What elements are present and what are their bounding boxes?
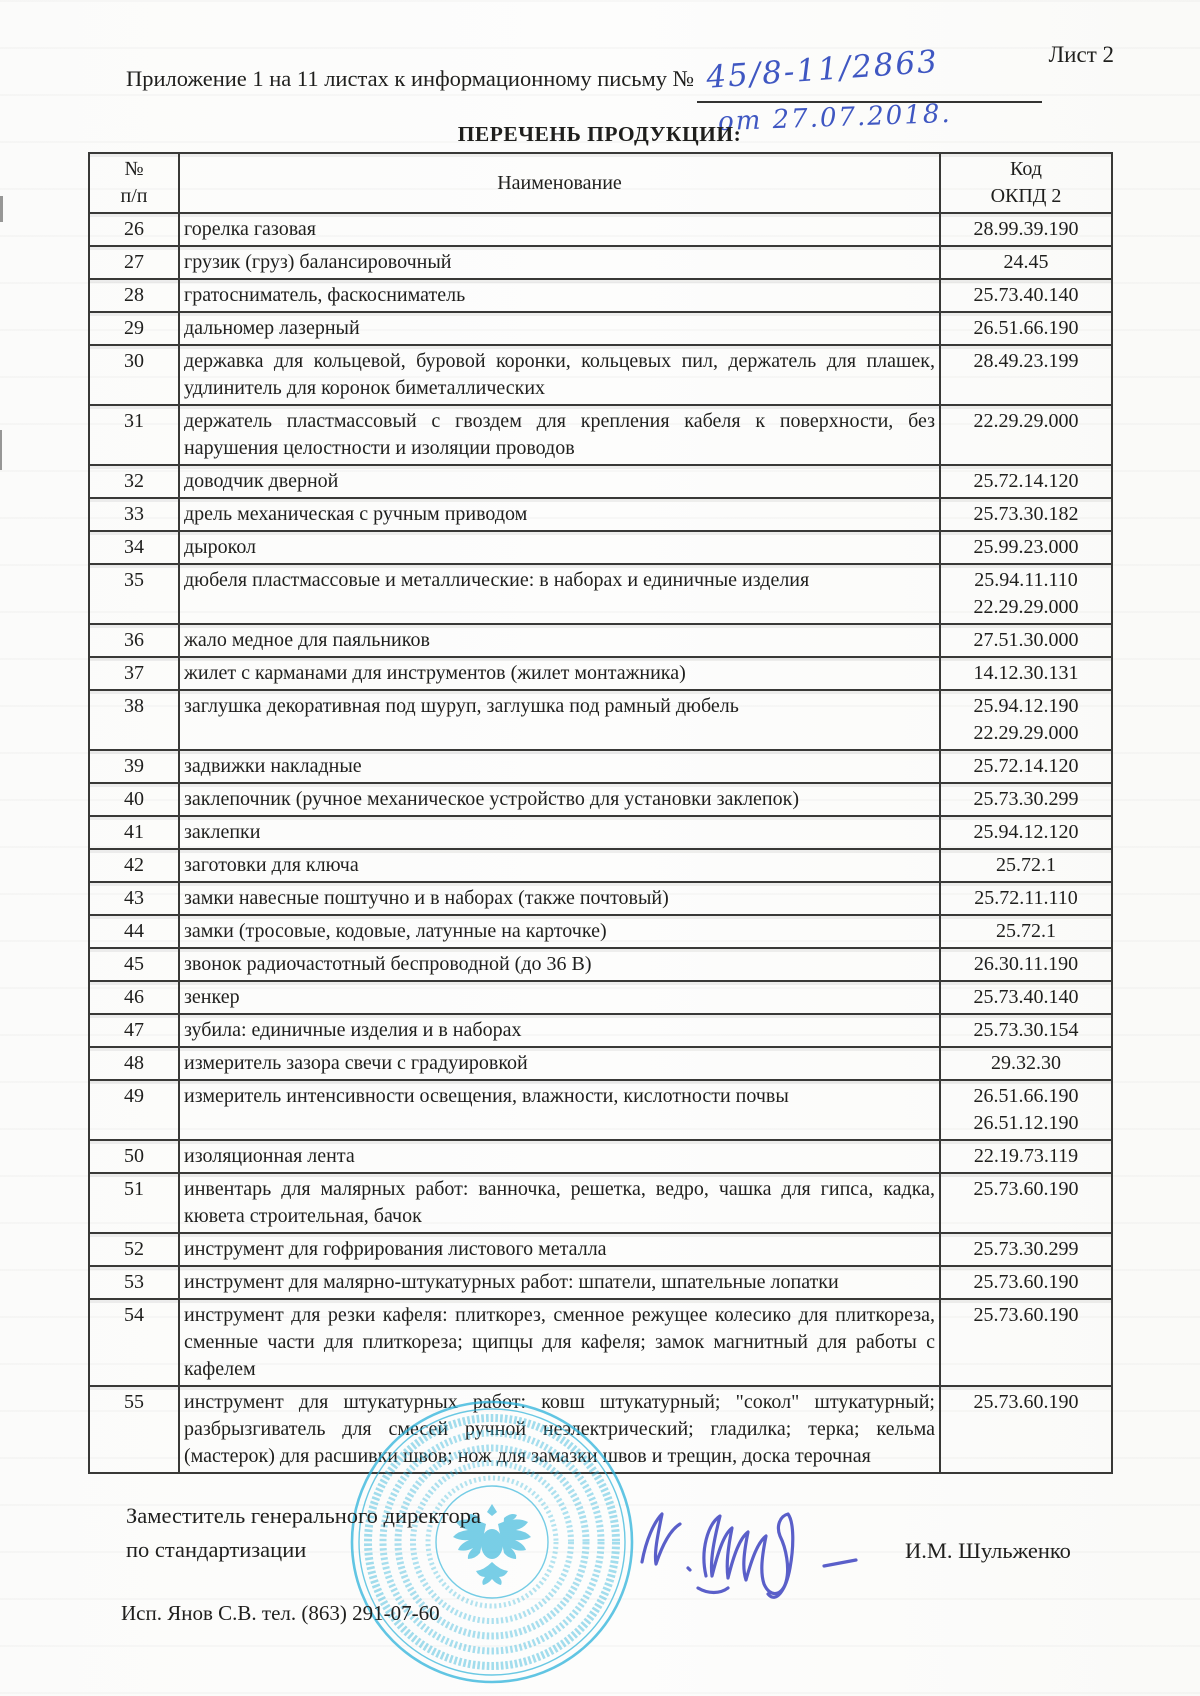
row-number: 26	[89, 213, 179, 246]
okpd-codes	[940, 345, 1112, 405]
signer-name: И.М. Шульженко	[905, 1538, 1071, 1563]
okpd-code: 25.73.40.140	[973, 986, 1079, 1008]
okpd-codes	[940, 1047, 1112, 1080]
table-row	[89, 1140, 1112, 1173]
okpd-codes	[940, 882, 1112, 915]
table-row	[89, 213, 1112, 246]
table-row	[89, 405, 1112, 465]
okpd-codes	[940, 1233, 1112, 1266]
row-number: 40	[89, 783, 179, 816]
table-row	[89, 1080, 1112, 1140]
row-number: 53	[89, 1266, 179, 1299]
product-name: замки (тросовые, кодовые, латунные на карточке)	[179, 915, 940, 948]
product-name: инструмент для резки кафеля: плиткорез, сменное режущее колесико для плиткореза, сменные части для плиткореза; щипцы для кафеля; замок магнитный для работы с кафелем	[179, 1299, 940, 1386]
row-number: 47	[89, 1014, 179, 1047]
okpd-code: 25.72.1	[996, 920, 1056, 942]
product-name: измеритель зазора свечи с градуировкой	[179, 1047, 940, 1080]
okpd-code: 22.19.73.119	[973, 1145, 1079, 1167]
header-name: Наименование	[179, 153, 940, 213]
okpd-code: 25.73.60.190	[973, 1178, 1079, 1200]
row-number: 42	[89, 849, 179, 882]
okpd-codes	[940, 783, 1112, 816]
row-number: 43	[89, 882, 179, 915]
product-name: инвентарь для малярных работ: ванночка, решетка, ведро, чашка для гипса, кадка, кювета строительная, бачок	[179, 1173, 940, 1233]
okpd-code: 26.51.66.190	[973, 1085, 1079, 1107]
okpd-code: 14.12.30.131	[973, 662, 1079, 684]
okpd-codes	[940, 564, 1112, 624]
okpd-code: 25.73.40.140	[973, 284, 1079, 306]
table-header-row	[89, 153, 1112, 213]
table-row	[89, 345, 1112, 405]
product-name: дырокол	[179, 531, 940, 564]
okpd-codes	[940, 213, 1112, 246]
product-name: держатель пластмассовый с гвоздем для крепления кабеля к поверхности, без нарушения целостности и изоляции проводов	[179, 405, 940, 465]
okpd-codes	[940, 312, 1112, 345]
header-code	[940, 153, 1112, 213]
product-name: заклепочник (ручное механическое устройство для установки заклепок)	[179, 783, 940, 816]
row-number: 41	[89, 816, 179, 849]
okpd-code: 25.99.23.000	[973, 536, 1079, 558]
scan-artifact	[0, 430, 2, 470]
okpd-code: 28.49.23.199	[973, 350, 1079, 372]
signer-position-line2: по стандартизации	[126, 1537, 307, 1562]
product-name: горелка газовая	[179, 213, 940, 246]
table-row	[89, 816, 1112, 849]
table-row	[89, 915, 1112, 948]
product-name: заготовки для ключа	[179, 849, 940, 882]
row-number: 52	[89, 1233, 179, 1266]
row-number: 29	[89, 312, 179, 345]
okpd-code: 25.73.30.154	[973, 1019, 1079, 1041]
row-number: 45	[89, 948, 179, 981]
row-number: 48	[89, 1047, 179, 1080]
table-row	[89, 882, 1112, 915]
okpd-codes	[940, 816, 1112, 849]
product-name: гратосниматель, фаскосниматель	[179, 279, 940, 312]
okpd-code: 26.51.66.190	[973, 317, 1079, 339]
product-table	[88, 152, 1113, 1474]
okpd-codes	[940, 279, 1112, 312]
okpd-codes	[940, 657, 1112, 690]
row-number: 54	[89, 1299, 179, 1386]
row-number: 46	[89, 981, 179, 1014]
row-number: 44	[89, 915, 179, 948]
okpd-codes	[940, 1080, 1112, 1140]
table-row	[89, 690, 1112, 750]
header-num-line1: №	[124, 158, 144, 180]
table-row	[89, 981, 1112, 1014]
okpd-code: 28.99.39.190	[973, 218, 1079, 240]
product-name: звонок радиочастотный беспроводной (до 36 В)	[179, 948, 940, 981]
table-row	[89, 531, 1112, 564]
row-number: 55	[89, 1386, 179, 1473]
okpd-code: 26.51.12.190	[973, 1112, 1079, 1134]
okpd-codes	[940, 465, 1112, 498]
okpd-codes	[940, 498, 1112, 531]
row-number: 37	[89, 657, 179, 690]
signature-ink	[628, 1488, 878, 1613]
table-row	[89, 1233, 1112, 1266]
sheet-number: Лист 2	[1048, 42, 1114, 67]
product-name: инструмент для штукатурных работ: ковш штукатурный; "сокол" штукатурный; разбрызгиватель для смесей ручной неэлектрический; гладилка; терка; кельма (мастерок) для расшивки швов; нож для замазки швов и трещин, доска терочная	[179, 1386, 940, 1473]
row-number: 30	[89, 345, 179, 405]
okpd-code: 25.73.30.299	[973, 1238, 1079, 1260]
okpd-codes	[940, 690, 1112, 750]
product-name: заглушка декоративная под шуруп, заглушка под рамный дюбель	[179, 690, 940, 750]
signer-position-line1: Заместитель генерального директора	[126, 1503, 481, 1528]
okpd-codes	[940, 1299, 1112, 1386]
okpd-code: 25.94.12.120	[973, 821, 1079, 843]
okpd-code: 27.51.30.000	[973, 629, 1079, 651]
table-row	[89, 465, 1112, 498]
header-num	[89, 153, 179, 213]
okpd-code: 26.30.11.190	[973, 953, 1079, 975]
row-number: 49	[89, 1080, 179, 1140]
product-table-body	[89, 213, 1112, 1473]
row-number: 36	[89, 624, 179, 657]
row-number: 33	[89, 498, 179, 531]
okpd-code: 25.94.11.110	[974, 569, 1078, 591]
table-row	[89, 279, 1112, 312]
product-name: грузик (груз) балансировочный	[179, 246, 940, 279]
table-row	[89, 948, 1112, 981]
round-stamp-seal	[342, 1392, 642, 1692]
table-row	[89, 624, 1112, 657]
okpd-code: 25.94.12.190	[973, 695, 1079, 717]
okpd-code: 22.29.29.000	[973, 596, 1079, 618]
okpd-code: 25.73.60.190	[973, 1391, 1079, 1413]
product-name: державка для кольцевой, буровой коронки, кольцевых пил, держатель для плашек, удлинитель для коронок биметаллических	[179, 345, 940, 405]
okpd-codes	[940, 1014, 1112, 1047]
row-number: 34	[89, 531, 179, 564]
row-number: 38	[89, 690, 179, 750]
table-row	[89, 657, 1112, 690]
row-number: 27	[89, 246, 179, 279]
table-row	[89, 564, 1112, 624]
okpd-code: 25.72.14.120	[973, 470, 1079, 492]
table-row	[89, 750, 1112, 783]
product-name: дрель механическая с ручным приводом	[179, 498, 940, 531]
document-title: ПЕРЕЧЕНЬ ПРОДУКЦИИ:	[457, 122, 742, 146]
okpd-code: 25.73.60.190	[973, 1271, 1079, 1293]
appendix-line: Приложение 1 на 11 листах к информационному письму №	[126, 66, 695, 91]
table-row	[89, 312, 1112, 345]
row-number: 50	[89, 1140, 179, 1173]
table-row	[89, 1299, 1112, 1386]
product-name: зенкер	[179, 981, 940, 1014]
row-number: 32	[89, 465, 179, 498]
row-number: 35	[89, 564, 179, 624]
okpd-code: 25.72.1	[996, 854, 1056, 876]
okpd-codes	[940, 1140, 1112, 1173]
header-num-line2: п/п	[120, 185, 148, 207]
okpd-codes	[940, 1173, 1112, 1233]
product-name: зубила: единичные изделия и в наборах	[179, 1014, 940, 1047]
okpd-codes	[940, 849, 1112, 882]
product-name: доводчик дверной	[179, 465, 940, 498]
table-row	[89, 1173, 1112, 1233]
product-name: задвижки накладные	[179, 750, 940, 783]
product-name: жало медное для паяльников	[179, 624, 940, 657]
table-row	[89, 1266, 1112, 1299]
row-number: 39	[89, 750, 179, 783]
okpd-code: 22.29.29.000	[973, 410, 1079, 432]
okpd-code: 24.45	[1003, 251, 1049, 273]
table-row	[89, 849, 1112, 882]
okpd-code: 25.73.30.182	[973, 503, 1079, 525]
product-name: дюбеля пластмассовые и металлические: в наборах и единичные изделия	[179, 564, 940, 624]
okpd-codes	[940, 1386, 1112, 1473]
product-name: замки навесные поштучно и в наборах (также почтовый)	[179, 882, 940, 915]
okpd-code: 22.29.29.000	[973, 722, 1079, 744]
okpd-code: 25.73.60.190	[973, 1304, 1079, 1326]
okpd-codes	[940, 405, 1112, 465]
okpd-codes	[940, 531, 1112, 564]
row-number: 28	[89, 279, 179, 312]
okpd-code: 25.72.11.110	[974, 887, 1078, 909]
header-code-line1: Код	[1010, 158, 1042, 180]
product-name: жилет с карманами для инструментов (жилет монтажника)	[179, 657, 940, 690]
okpd-code: 25.73.30.299	[973, 788, 1079, 810]
okpd-codes	[940, 981, 1112, 1014]
okpd-codes	[940, 948, 1112, 981]
table-row	[89, 1047, 1112, 1080]
okpd-codes	[940, 246, 1112, 279]
table-row	[89, 1014, 1112, 1047]
product-name: измеритель интенсивности освещения, влажности, кислотности почвы	[179, 1080, 940, 1140]
product-name: дальномер лазерный	[179, 312, 940, 345]
product-name: заклепки	[179, 816, 940, 849]
handwritten-letter-number: 45/8-11/2863	[705, 43, 940, 96]
product-name: изоляционная лента	[179, 1140, 940, 1173]
handwritten-date: от 27.07.2018.	[717, 98, 953, 138]
table-row	[89, 783, 1112, 816]
row-number: 31	[89, 405, 179, 465]
okpd-codes	[940, 1266, 1112, 1299]
okpd-codes	[940, 624, 1112, 657]
okpd-codes	[940, 915, 1112, 948]
executor-contact-line: Исп. Янов С.В. тел. (863) 291-07-60	[121, 1601, 440, 1625]
okpd-codes	[940, 750, 1112, 783]
product-name: инструмент для гофрирования листового металла	[179, 1233, 940, 1266]
row-number: 51	[89, 1173, 179, 1233]
header-code-line2: ОКПД 2	[990, 185, 1062, 207]
product-name: инструмент для малярно-штукатурных работ: шпатели, шпательные лопатки	[179, 1266, 940, 1299]
scan-artifact	[0, 196, 3, 222]
table-row	[89, 246, 1112, 279]
okpd-code: 25.72.14.120	[973, 755, 1079, 777]
table-row	[89, 498, 1112, 531]
okpd-code: 29.32.30	[991, 1052, 1061, 1074]
